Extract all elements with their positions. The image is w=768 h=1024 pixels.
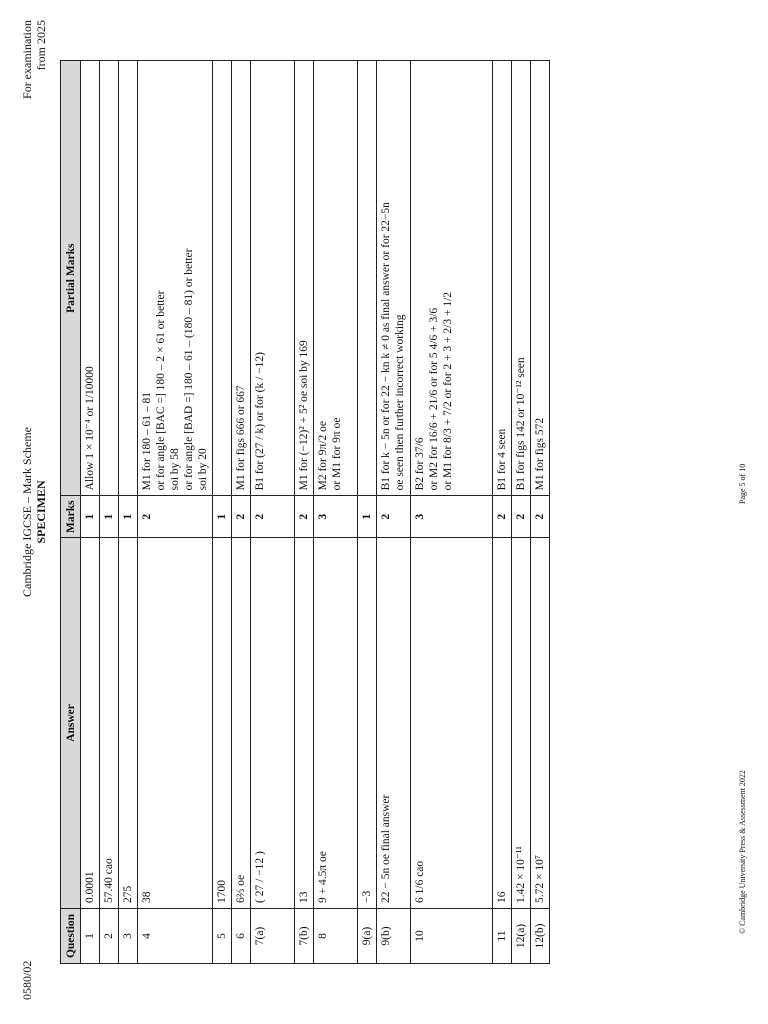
partial-mark-line: soi by 58 [169, 448, 181, 491]
answer-cell: 6 1/6 cao [411, 538, 493, 909]
partial-marks-cell [314, 61, 358, 496]
partial-mark-line: B2 for 37/6 [414, 437, 426, 491]
marks-cell: 1 [358, 496, 377, 538]
question-cell: 9(b) [377, 909, 411, 964]
table-row [232, 61, 251, 964]
partial-marks-cell [377, 61, 411, 496]
partial-mark-line: M1 for figs 572 [534, 417, 546, 491]
table-row [213, 61, 232, 964]
answer-cell: 22 − 5n oe final answer [377, 538, 411, 909]
question-cell: 4 [138, 909, 213, 964]
question-cell: 3 [119, 909, 138, 964]
table-row [251, 61, 295, 964]
answer-cell: ( 27 / −12 ) [251, 538, 295, 909]
answer-cell: 1700 [213, 538, 232, 909]
question-cell: 1 [81, 909, 100, 964]
question-cell: 8 [314, 909, 358, 964]
table-row [493, 61, 512, 964]
copyright: © Cambridge University Press & Assessment 2022 [738, 770, 747, 934]
partial-marks-cell [119, 61, 138, 496]
page-title [20, 300, 48, 724]
partial-mark-line: Allow 1 × 10⁻⁴ or 1/10000 [84, 366, 96, 491]
answer-cell: 5.72 × 10⁷ [531, 538, 550, 909]
header-partial-marks: Partial Marks [61, 61, 81, 496]
partial-mark-line: or M2 for 16/6 + 21/6 or for 5 4/6 + 3/6 [428, 307, 440, 491]
answer-cell: 9 + 4.5π oe [314, 538, 358, 909]
table-row [138, 61, 213, 964]
question-cell: 11 [493, 909, 512, 964]
marks-cell: 2 [512, 496, 531, 538]
table-header-row [61, 61, 81, 964]
marks-cell: 1 [213, 496, 232, 538]
header-question: Question [61, 909, 81, 964]
table-row [295, 61, 314, 964]
answer-cell: 16 [493, 538, 512, 909]
partial-mark-line: B1 for 4 seen [496, 428, 508, 491]
answer-cell: 0.0001 [81, 538, 100, 909]
syllabus-code: 0580/02 [20, 960, 34, 1000]
partial-mark-line: M2 for 9π/2 oe [317, 421, 329, 491]
page-number: Page 5 of 10 [738, 463, 747, 504]
partial-mark-line: soi by 20 [197, 448, 209, 491]
question-cell: 7(b) [295, 909, 314, 964]
marks-cell: 1 [100, 496, 119, 538]
table-row [81, 61, 100, 964]
marks-cell: 2 [232, 496, 251, 538]
answer-cell: 13 [295, 538, 314, 909]
answer-cell: 6⅔ oe [232, 538, 251, 909]
partial-marks-cell [138, 61, 213, 496]
marks-cell: 2 [531, 496, 550, 538]
partial-marks-cell [358, 61, 377, 496]
marks-cell: 1 [81, 496, 100, 538]
partial-mark-line: or M1 for 8/3 + 7/2 or for 2 + 3 + 2/3 + 1/2 [442, 291, 454, 491]
partial-marks-cell [512, 61, 531, 496]
marks-cell: 2 [295, 496, 314, 538]
marks-cell: 2 [138, 496, 213, 538]
table-row [119, 61, 138, 964]
partial-mark-line: M1 for figs 666 or 667 [235, 385, 247, 491]
table-row [531, 61, 550, 964]
question-cell: 5 [213, 909, 232, 964]
partial-mark-line: B1 for figs 142 or 10⁻¹² seen [515, 357, 527, 491]
question-cell: 12(b) [531, 909, 550, 964]
partial-mark-line: B1 for (27 / k) or for (k / −12) [254, 352, 266, 491]
table-body [81, 61, 550, 964]
partial-marks-cell [295, 61, 314, 496]
partial-mark-line: or M1 for 9π oe [331, 417, 343, 491]
mark-scheme-title: Cambridge IGCSE – Mark Scheme [20, 427, 34, 597]
partial-marks-cell [251, 61, 295, 496]
answer-cell: 275 [119, 538, 138, 909]
partial-mark-line: oe seen then further incorrect working [394, 314, 406, 491]
partial-marks-cell [232, 61, 251, 496]
specimen-label: SPECIMEN [34, 480, 48, 544]
partial-mark-line: or for angle [BAC =] 180 – 2 × 61 or better [155, 290, 167, 491]
question-cell: 9(a) [358, 909, 377, 964]
partial-mark-line: or for angle [BAD =] 180 – 61 – (180 – 81) or better [183, 248, 195, 491]
table-row [100, 61, 119, 964]
marks-cell: 1 [119, 496, 138, 538]
exam-note [20, 20, 48, 160]
table-row [377, 61, 411, 964]
answer-cell: −3 [358, 538, 377, 909]
question-cell: 6 [232, 909, 251, 964]
marks-cell: 3 [411, 496, 493, 538]
answer-cell: 1.42 × 10⁻¹¹ [512, 538, 531, 909]
exam-line-2: from 2025 [34, 20, 48, 71]
marks-cell: 2 [377, 496, 411, 538]
table-row [314, 61, 358, 964]
marks-cell: 2 [251, 496, 295, 538]
mark-scheme-table [60, 60, 550, 964]
header-marks: Marks [61, 496, 81, 538]
answer-cell: 57.40 cao [100, 538, 119, 909]
marks-cell: 3 [314, 496, 358, 538]
partial-marks-cell [531, 61, 550, 496]
question-cell: 7(a) [251, 909, 295, 964]
partial-marks-cell [411, 61, 493, 496]
table-row [512, 61, 531, 964]
question-cell: 10 [411, 909, 493, 964]
header-answer: Answer [61, 538, 81, 909]
table-row [411, 61, 493, 964]
partial-marks-cell [213, 61, 232, 496]
question-cell: 2 [100, 909, 119, 964]
answer-cell: 38 [138, 538, 213, 909]
partial-marks-cell [81, 61, 100, 496]
exam-line-1: For examination [20, 20, 34, 99]
question-cell: 12(a) [512, 909, 531, 964]
table-row [358, 61, 377, 964]
partial-mark-line: B1 for k − 5n or for 22 − kn k ≠ 0 as final answer or for 22−5n [380, 202, 392, 491]
partial-marks-cell [100, 61, 119, 496]
partial-marks-cell [493, 61, 512, 496]
marks-cell: 2 [493, 496, 512, 538]
partial-mark-line: M1 for 180 – 61 – 81 [141, 392, 153, 491]
partial-mark-line: M1 for (−12)² + 5² oe soi by 169 [298, 340, 310, 491]
